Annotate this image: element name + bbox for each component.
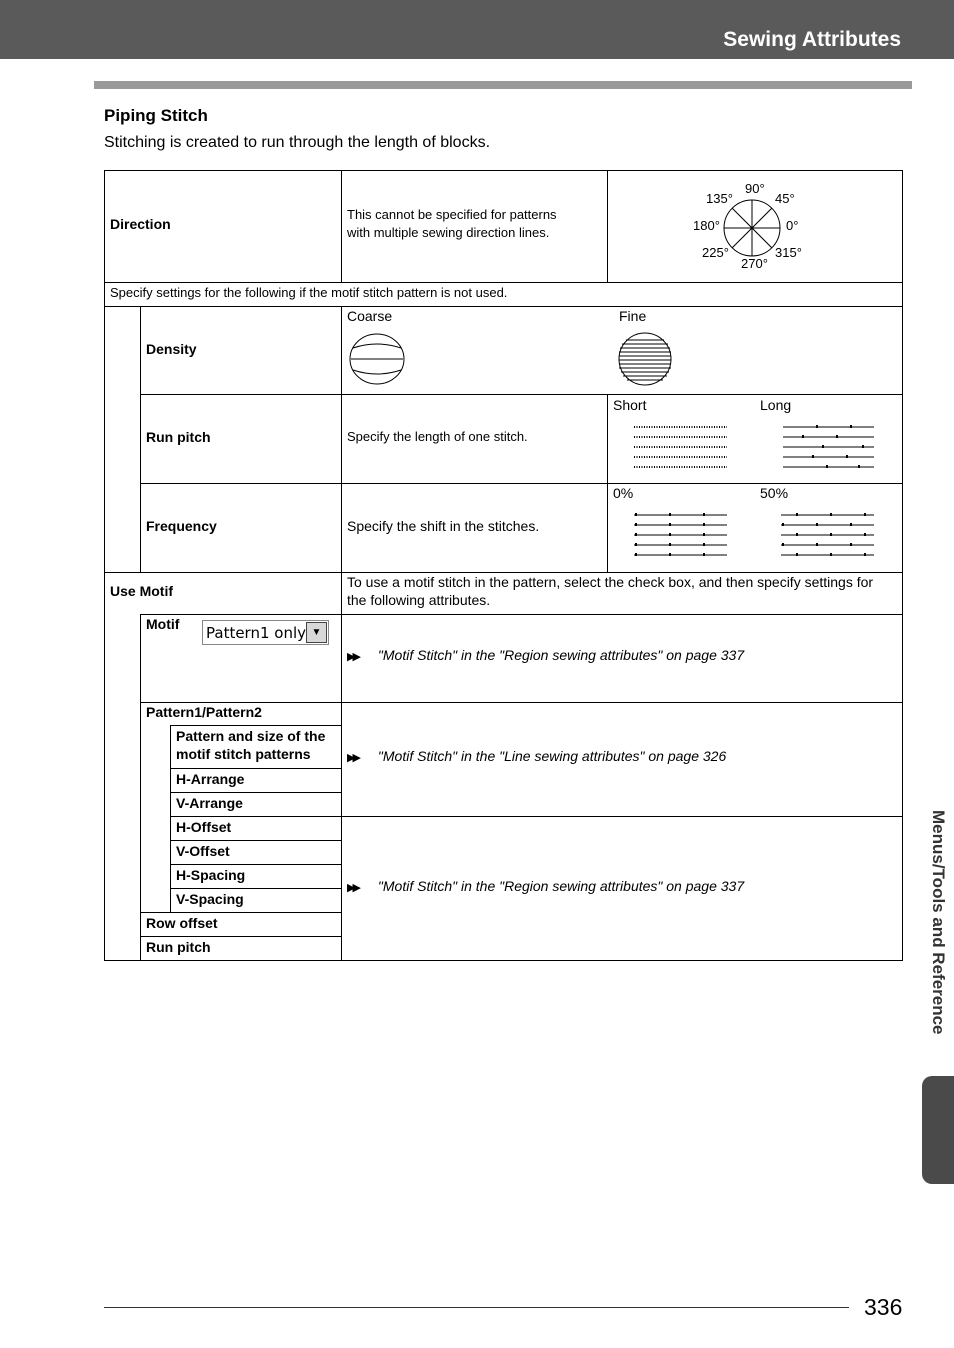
direction-note-line1: This cannot be specified for patterns xyxy=(347,207,557,222)
angle-135: 135° xyxy=(706,191,733,206)
page-header-title: Sewing Attributes xyxy=(723,28,901,51)
frequency-desc: Specify the shift in the stitches. xyxy=(347,518,540,534)
pattern-size-label-line1: Pattern and size of the xyxy=(176,728,326,744)
double-arrow-icon: ▶▶ xyxy=(347,752,358,764)
frequency-fifty-image xyxy=(780,510,876,560)
fine-density-image xyxy=(617,330,673,388)
offsets-reference-text: "Motif Stitch" in the "Region sewing attributes" on page 337 xyxy=(377,878,745,894)
h-spacing-label: H-Spacing xyxy=(176,867,246,883)
density-label: Density xyxy=(146,341,197,357)
angle-180: 180° xyxy=(693,218,720,233)
pattern-size-label-line2: motif stitch patterns xyxy=(176,746,311,762)
frequency-fifty-label: 50% xyxy=(760,485,789,501)
motif-run-pitch-label: Run pitch xyxy=(146,939,211,955)
h-arrange-label: H-Arrange xyxy=(176,771,245,787)
section-title: Piping Stitch xyxy=(104,106,208,125)
coarse-density-image xyxy=(348,330,406,388)
run-pitch-label: Run pitch xyxy=(146,429,211,445)
v-spacing-label: V-Spacing xyxy=(176,891,244,907)
use-motif-desc-line2: the following attributes. xyxy=(347,592,491,608)
angle-225: 225° xyxy=(702,245,729,260)
offsets-reference-link[interactable] xyxy=(347,878,744,894)
short-pitch-image xyxy=(633,422,729,472)
v-offset-label: V-Offset xyxy=(176,843,230,859)
frequency-zero-label: 0% xyxy=(613,485,634,501)
motif-reference-text: "Motif Stitch" in the "Region sewing attributes" on page 337 xyxy=(377,647,745,663)
density-fine-label: Fine xyxy=(619,308,647,324)
angle-90: 90° xyxy=(745,181,765,196)
run-pitch-long-label: Long xyxy=(760,397,792,413)
side-tab-marker xyxy=(922,1076,954,1184)
side-tab-label[interactable]: Menus/Tools and Reference xyxy=(929,810,948,1035)
angle-270: 270° xyxy=(741,256,768,271)
pattern-label: Pattern1/Pattern2 xyxy=(146,704,262,720)
motif-dropdown-value: Pattern1 only xyxy=(206,624,307,642)
frequency-label: Frequency xyxy=(146,518,217,534)
use-motif-desc-line1: To use a motif stitch in the pattern, select the check box, and then specify settings for xyxy=(347,574,874,590)
long-pitch-image xyxy=(782,422,876,472)
section-description: Stitching is created to run through the length of blocks. xyxy=(104,134,491,151)
double-arrow-icon: ▶▶ xyxy=(347,651,358,663)
v-arrange-label: V-Arrange xyxy=(176,795,243,811)
frequency-zero-image xyxy=(633,510,729,560)
footer-rule xyxy=(104,1307,849,1308)
page-number: 336 xyxy=(864,1294,903,1320)
angle-0: 0° xyxy=(786,218,799,233)
angle-315: 315° xyxy=(775,245,802,260)
angle-45: 45° xyxy=(775,191,795,206)
h-offset-label: H-Offset xyxy=(176,819,232,835)
run-pitch-short-label: Short xyxy=(613,397,647,413)
motif-pattern-dropdown[interactable] xyxy=(202,620,329,645)
specify-note: Specify settings for the following if the motif stitch pattern is not used. xyxy=(110,285,508,300)
section-rule xyxy=(94,81,912,89)
use-motif-label: Use Motif xyxy=(110,583,173,599)
pattern-reference-text: "Motif Stitch" in the "Line sewing attributes" on page 326 xyxy=(377,748,727,764)
density-coarse-label: Coarse xyxy=(347,308,393,324)
row-offset-label: Row offset xyxy=(146,915,218,931)
direction-note-line2: with multiple sewing direction lines. xyxy=(347,225,550,240)
motif-label: Motif xyxy=(146,616,180,632)
direction-label: Direction xyxy=(110,216,171,232)
pattern-reference-link[interactable] xyxy=(347,748,726,764)
motif-reference-link[interactable] xyxy=(347,647,744,663)
chevron-down-icon[interactable]: ▼ xyxy=(306,622,327,643)
run-pitch-desc: Specify the length of one stitch. xyxy=(347,429,528,444)
double-arrow-icon: ▶▶ xyxy=(347,882,358,894)
